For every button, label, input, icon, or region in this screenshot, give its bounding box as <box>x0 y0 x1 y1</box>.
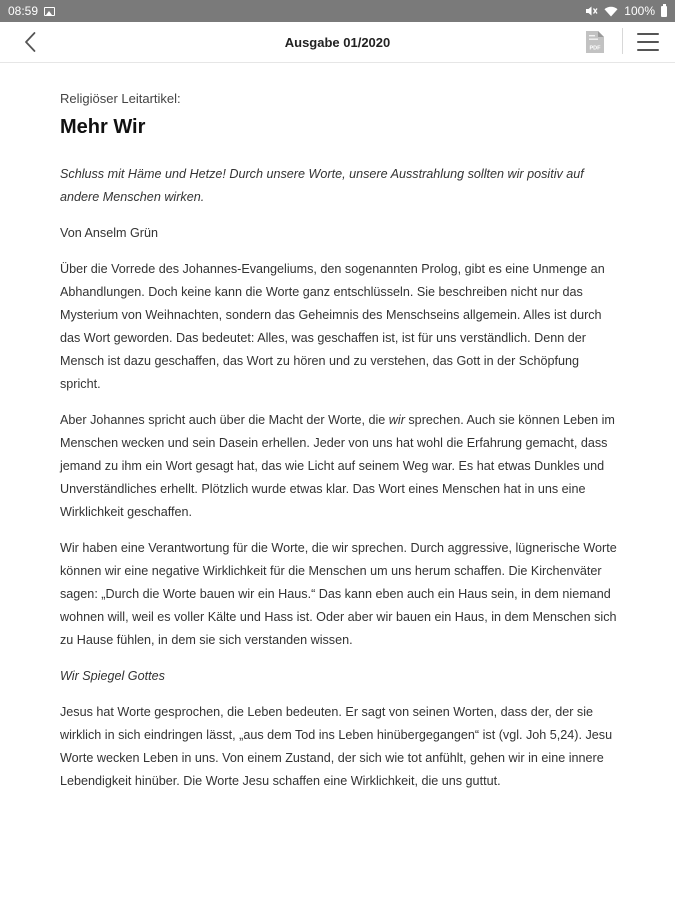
pdf-badge-text: PDF <box>589 45 601 52</box>
app-bar <box>0 22 675 63</box>
pdf-file-icon[interactable] <box>585 30 605 54</box>
mute-icon <box>585 5 598 17</box>
article-subheading: Wir Spiegel Gottes <box>60 669 165 683</box>
menu-line <box>637 33 659 35</box>
battery-percent: 100% <box>624 4 655 18</box>
article-kicker: Religiöser Leitartikel: <box>60 91 181 106</box>
chevron-left-icon <box>23 31 37 53</box>
article-paragraph: Über die Vorrede des Johannes-Evangeliums, den sogenannten Prolog, gibt es eine Unmenge an Abhandlungen. Doch keine kann die Worte ganz entschlüsseln. Sie beschreiben nicht nur das Mysterium von Weihnachten, sondern das Geheimnis des Menschseins allgemein. Alles ist durch das Wort geworden. Das bedeutet: Alles, was geschaffen ist, ist für uns verständlich. Denn der Mensch ist dazu geschaffen, das Wort zu hören und zu verstehen, das Gott in der Schöpfung spricht. <box>60 262 605 391</box>
article-paragraph: Jesus hat Worte gesprochen, die Leben bedeuten. Er sagt von seinen Worten, dass der, der sie wirklich in sich eindringen lässt, „aus dem Tod ins Leben hinübergegangen“ ist (vgl. Joh 5,24). Jesu Worte wecken Leben in uns. Von einem Zustand, der sich wie tot anfühlt, gehen wir in eine innere Lebendigkeit hinüber. Die Worte Jesu schaffen eine Wirklichkeit, die uns guttut. <box>60 705 613 788</box>
gallery-icon <box>44 7 55 16</box>
paragraph-text: sprechen. Auch sie können Leben im Menschen wecken und sein Dasein erhellen. Jeder von uns hat wohl die Erfahrung gemacht, dass jemand zu ihm ein Wort gesagt hat, das wie Licht auf seinem Weg war. Es hat etwas Dunkles und Unverständliches erhellt. Plötzlich wurde etwas klar. Das Wort eines Menschen hat in uns eine Wirklichkeit geschaffen. <box>60 413 615 519</box>
article-paragraph: Wir haben eine Verantwortung für die Worte, die wir sprechen. Durch aggressive, lügnerische Worte können wir eine negative Wirklichkeit für die Menschen um uns herum schaffen. Die Kirchenväter sagen: „Durch die Worte bauen wir ein Haus.“ Das kann eben auch ein Haus sein, in dem niemand wohnen will, weil es voller Kälte und Hass ist. Oder aber wir bauen ein Haus, in dem Menschen sich zu Hause fühlen, in dem sie sich verstanden wissen. <box>60 541 617 647</box>
paragraph-text: Aber Johannes spricht auch über die Macht der Worte, die <box>60 413 389 427</box>
menu-line <box>637 41 659 43</box>
toolbar-divider <box>622 28 623 54</box>
issue-title: Ausgabe 01/2020 <box>284 35 391 50</box>
back-button[interactable] <box>18 30 42 54</box>
battery-icon <box>661 6 667 17</box>
menu-line <box>637 49 659 51</box>
status-bar <box>0 0 675 22</box>
article-lead: Schluss mit Häme und Hetze! Durch unsere Worte, unsere Ausstrahlung sollten wir positiv auf andere Menschen wirken. <box>60 167 584 204</box>
status-time: 08:59 <box>8 4 39 18</box>
paragraph-emphasis: wir <box>388 413 405 427</box>
article-byline: Von Anselm Grün <box>60 226 159 240</box>
hamburger-menu-icon[interactable] <box>637 33 659 51</box>
article-headline: Mehr Wir <box>60 116 146 138</box>
wifi-icon <box>604 6 618 17</box>
status-right <box>585 4 667 18</box>
article-paragraph <box>60 409 617 524</box>
article <box>60 91 617 806</box>
status-left <box>8 4 55 18</box>
